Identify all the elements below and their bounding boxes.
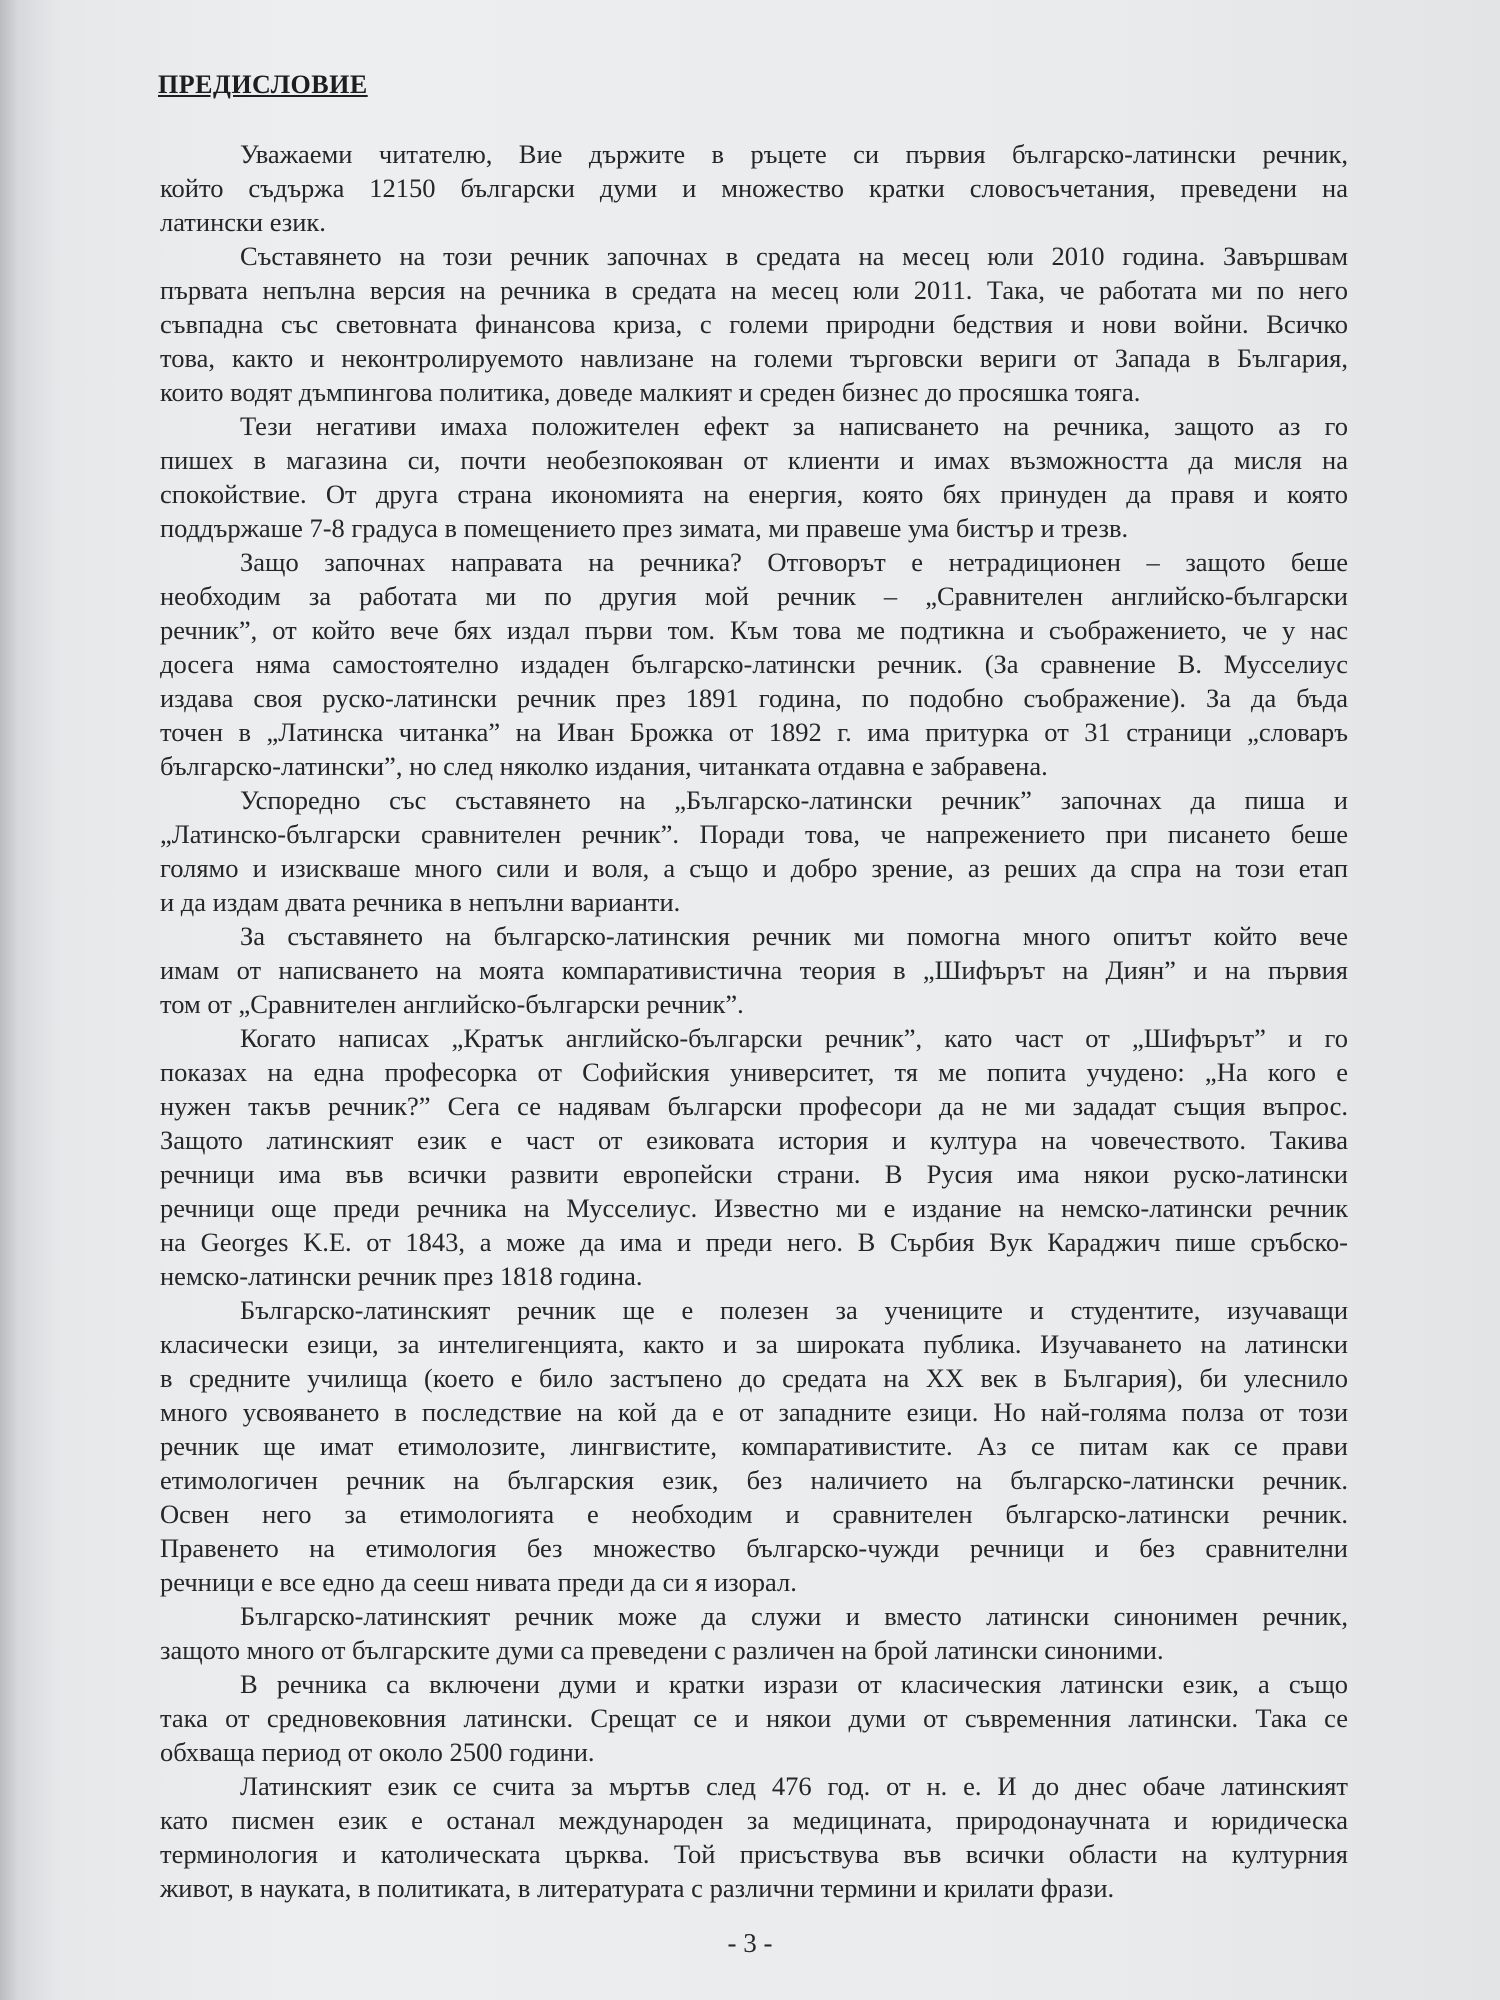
text-line: българско-латински”, но след няколко издания, читанката отдавна е забравена. xyxy=(160,751,1048,781)
text-line: на Georges K.E. от 1843, а може да има и преди него. В Сърбия Вук Караджич пише сръбско- xyxy=(160,1227,1348,1257)
text-line: много усвояването в последствие на кой да е от западните езици. Но най-голяма полза от този xyxy=(160,1397,1348,1427)
text-line: Освен него за етимологията е необходим и сравнителен българско-латински речник. xyxy=(160,1499,1348,1529)
text-line: немско-латински речник през 1818 година. xyxy=(160,1261,643,1291)
text-line: „Латинско-български сравнителен речник”. Поради това, че напрежението при писането беше xyxy=(160,819,1348,849)
text-line: имам от написването на моята компаративистична теория в „Шифърът на Диян” и на първия xyxy=(160,955,1348,985)
text-line: живот, в науката, в политиката, в литературата с различни термини и крилати фрази. xyxy=(160,1873,1115,1903)
paragraph xyxy=(160,1021,1348,1293)
text-line: показах на една професорка от Софийския университет, тя ме попита учудено: „На кого е xyxy=(160,1057,1348,1087)
text-line: класически езици, за интелигенцията, както и за широката публика. Изучаването на латински xyxy=(160,1329,1348,1359)
paragraph xyxy=(160,1667,1348,1769)
text-line: Българско-латинският речник може да служи и вместо латински синонимен речник, xyxy=(240,1601,1348,1631)
text-line: нужен такъв речник?” Сега се надявам български професори да не ми зададат същия въпрос. xyxy=(160,1091,1348,1121)
paragraph xyxy=(160,919,1348,1021)
page-number: - 3 - xyxy=(727,1928,773,1958)
text-line: Българско-латинският речник ще е полезен за учениците и студентите, изучаващи xyxy=(240,1295,1348,1325)
body-text xyxy=(160,137,1348,1905)
text-line: речник”, от който вече бях издал първи том. Към това ме подтикна и съображението, че у нас xyxy=(160,615,1348,645)
text-line: издава своя руско-латински речник през 1891 година, по подобно съображение). За да бъда xyxy=(160,683,1348,713)
text-line: Правенето на етимология без множество българско-чужди речници и без сравнителни xyxy=(160,1533,1348,1563)
text-line: в средните училища (което е било застъпено до средата на XX век в България), би улеснило xyxy=(160,1363,1348,1393)
text-line: защото много от българските думи са преведени с различен на брой латински синоними. xyxy=(160,1635,1164,1665)
paragraph xyxy=(160,137,1348,239)
text-line: първата непълна версия на речника в средата на месец юли 2011. Така, че работата ми по него xyxy=(160,275,1348,305)
text-line: латински език. xyxy=(160,207,326,237)
text-line: поддържаше 7-8 градуса в помещението през зимата, ми правеше ума бистър и трезв. xyxy=(160,513,1129,543)
text-line: речници е все едно да сееш нивата преди да си я изорал. xyxy=(160,1567,797,1597)
text-line: пишех в магазина си, почти необезпокояван от клиенти и имах възможността да мисля на xyxy=(160,445,1348,475)
text-line: речници има във всички развити европейски страни. В Русия има някои руско-латински xyxy=(160,1159,1348,1189)
text-line: За съставянето на българско-латинския речник ми помогна много опитът който вече xyxy=(240,921,1348,951)
paragraph xyxy=(160,409,1348,545)
text-line: Латинският език се счита за мъртъв след 476 год. от н. е. И до днес обаче латинският xyxy=(240,1771,1348,1801)
text-line: така от средновековния латински. Срещат се и някои думи от съвременния латински. Така се xyxy=(160,1703,1348,1733)
text-line: голямо и изискваше много сили и воля, а също и добро зрение, аз реших да спра на този етап xyxy=(160,853,1348,883)
text-line: и да издам двата речника в непълни варианти. xyxy=(160,887,681,917)
text-line: Когато написах „Кратък английско-български речник”, като част от „Шифърът” и го xyxy=(240,1023,1348,1053)
text-line: Защото латинският език е част от езиковата история и култура на човечеството. Такива xyxy=(160,1125,1348,1155)
text-line: точен в „Латинска читанка” на Иван Брожка от 1892 г. има притурка от 31 страници „словаръ xyxy=(160,717,1348,747)
text-line: Успоредно със съставянето на „Българско-латински речник” започнах да пиша и xyxy=(240,785,1348,815)
text-line: които водят дъмпингова политика, доведе малкият и среден бизнес до просяшка тояга. xyxy=(160,377,1141,407)
text-line: съвпадна със световната финансова криза, с големи природни бедствия и нови войни. Всичко xyxy=(160,309,1348,339)
text-line: речници още преди речника на Мусселиус. Известно ми е издание на немско-латински речник xyxy=(160,1193,1348,1223)
text-line: Защо започнах направата на речника? Отговорът е нетрадиционен – защото беше xyxy=(240,547,1348,577)
text-line: спокойствие. От друга страна икономията на енергия, която бях принуден да правя и която xyxy=(160,479,1348,509)
text-line: Уважаеми читателю, Вие държите в ръцете си първия българско-латински речник, xyxy=(240,139,1348,169)
paragraph xyxy=(160,1599,1348,1667)
text-line: В речника са включени думи и кратки изрази от класическия латински език, а също xyxy=(240,1669,1348,1699)
text-line: терминология и католическата църква. Той присъствува във всички области на културния xyxy=(160,1839,1348,1869)
text-line: досега няма самостоятелно издаден българско-латински речник. (За сравнение В. Мусселиус xyxy=(160,649,1348,679)
paragraph xyxy=(160,1769,1348,1905)
text-line: като писмен език е останал международен за медицината, природонаучната и юридическа xyxy=(160,1805,1348,1835)
text-line: Съставянето на този речник започнах в средата на месец юли 2010 година. Завършвам xyxy=(240,241,1348,271)
paragraph xyxy=(160,783,1348,919)
paragraph xyxy=(160,239,1348,409)
text-line: речник ще имат етимолозите, лингвистите, компаративистите. Аз се питам как се прави xyxy=(160,1431,1348,1461)
paragraph xyxy=(160,545,1348,783)
text-line: който съдържа 12150 български думи и множество кратки словосъчетания, преведени на xyxy=(160,173,1348,203)
text-line: том от „Сравнителен английско-български речник”. xyxy=(160,989,744,1019)
text-line: необходим за работата ми по другия мой речник – „Сравнителен английско-български xyxy=(160,581,1348,611)
text-line: обхваща период от около 2500 години. xyxy=(160,1737,595,1767)
paragraph xyxy=(160,1293,1348,1599)
text-line: етимологичен речник на българския език, без наличието на българско-латински речник. xyxy=(160,1465,1348,1495)
page-title: ПРЕДИСЛОВИЕ xyxy=(158,70,368,99)
text-line: Тези негативи имаха положителен ефект за написването на речника, защото аз го xyxy=(240,411,1348,441)
text-line: това, както и неконтролируемото навлизане на големи търговски вериги от Запада в България, xyxy=(160,343,1348,373)
